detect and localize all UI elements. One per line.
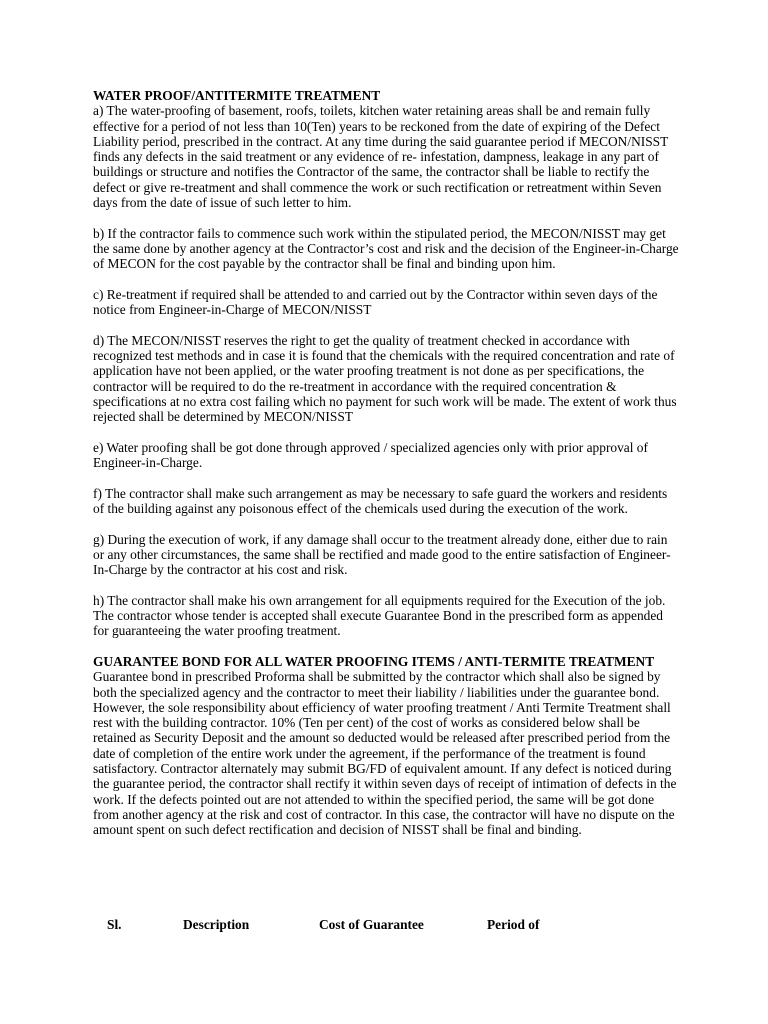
table-header-period-of: Period of	[487, 917, 540, 932]
paragraph-c: c) Re-treatment if required shall be attended to and carried out by the Contractor within seven days of the notice from Engineer-in-Charge of MECON/NISST	[93, 286, 658, 318]
section-title-guarantee-bond: GUARANTEE BOND FOR ALL WATER PROOFING ITEMS / ANTI-TERMITE TREATMENT	[93, 653, 655, 669]
table-header-sl: Sl.	[107, 917, 122, 932]
paragraph-e: e) Water proofing shall be got done through approved / specialized agencies only with prior approval of Engineer-in-Charge.	[93, 439, 648, 471]
paragraph-a: a) The water-proofing of basement, roofs, toilets, kitchen water retaining areas shall be and remain fully effective for a period of not less than 10(Ten) years to be reckoned from the date of expiring of the Defect Liability period, prescribed in the contract. At any time during the said guarantee period if MECON/NISST finds any defects in the said treatment or any evidence of re- infestation, dampness, leakage in any part of buildings or structure and notifies the Contractor of the same, the contractor shall be liable to rectify the defect or give re-treatment and shall commence the work or such rectification or retreatment within Seven days from the date of issue of such letter to him.	[93, 103, 669, 211]
paragraph-g: g) During the execution of work, if any damage shall occur to the treatment already done, either due to rain or any other circumstances, the same shall be rectified and made good to the entire satisfaction of Engineer-In-Charge by the contractor at his cost and risk.	[93, 531, 671, 578]
paragraph-b: b) If the contractor fails to commence such work within the stipulated period, the MECON/NISST may get the same done by another agency at the Contractor’s cost and risk and the decision of the Engineer-in-Charge of MECON for the cost payable by the contractor shall be final and binding upon him.	[93, 225, 679, 272]
paragraph-h: h) The contractor shall make his own arrangement for all equipments required for the Execution of the job. The contractor whose tender is accepted shall execute Guarantee Bond in the prescribed form as appended for guaranteeing the water proofing treatment.	[93, 592, 666, 639]
table-header-cost-of-guarantee: Cost of Guarantee	[319, 917, 424, 932]
paragraph-f: f) The contractor shall make such arrangement as may be necessary to safe guard the workers and residents of the building against any poisonous effect of the chemicals used during the execution of the work.	[93, 485, 668, 517]
guarantee-bond-body: Guarantee bond in prescribed Proforma shall be submitted by the contractor which shall also be signed by both the specialized agency and the contractor to meet their liability / liabilities under the guarantee bond. However, the sole responsibility about efficiency of water proofing treatment / Anti Termite Treatment shall rest with the building contractor. 10% (Ten per cent) of the cost of works as considered below shall be retained as Security Deposit and the amount so deducted would be released after prescribed period from the date of completion of the entire work under the agreement, if the performance of the treatment is found satisfactory. Contractor alternately may submit BG/FD of equivalent amount. If any defect is noticed during the guarantee period, the contractor shall rectify it within seven days of receipt of intimation of defects in the work. If the defects pointed out are not attended to within the specified period, the same will be got done from another agency at the risk and cost of contractor. In this case, the contractor will have no dispute on the amount spent on such defect rectification and decision of NISST shall be final and binding.	[93, 669, 677, 838]
table-header-description: Description	[183, 917, 250, 932]
section-title-waterproof: WATER PROOF/ANTITERMITE TREATMENT	[93, 88, 381, 103]
document-page	[93, 88, 679, 838]
paragraph-d: d) The MECON/NISST reserves the right to get the quality of treatment checked in accordance with recognized test methods and in case it is found that the chemicals with the required concentration and rate of application have not been applied, or the water proofing treatment is not done as per specifications, the contractor will be required to do the re-treatment in accordance with the required concentration & specifications at no extra cost failing which no payment for such work will be made. The extent of work thus rejected shall be determined by MECON/NISST	[93, 332, 677, 425]
